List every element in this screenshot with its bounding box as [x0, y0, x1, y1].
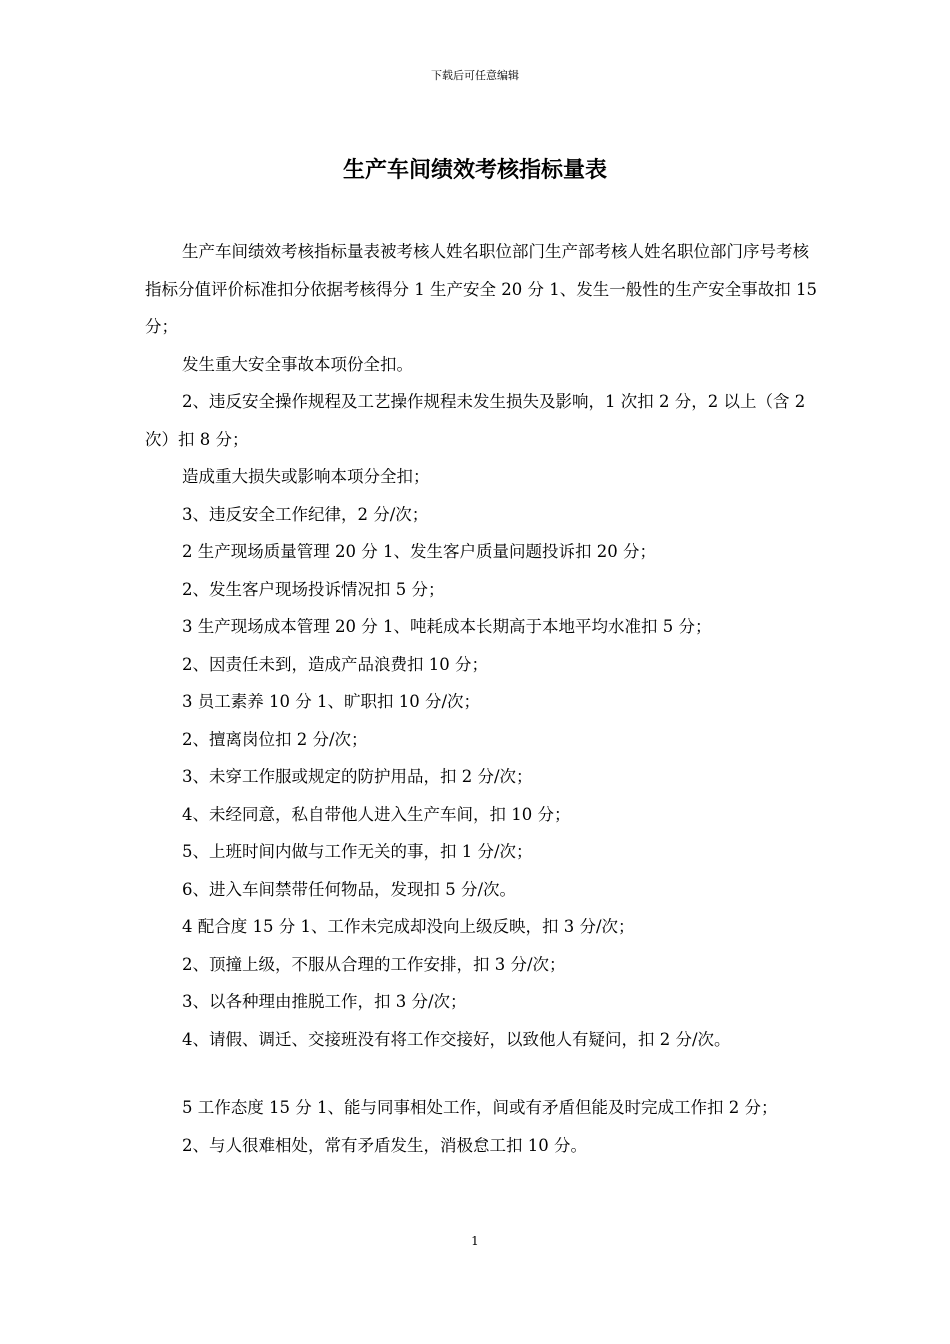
paragraph: 4 配合度 15 分 1、工作未完成却没向上级反映，扣 3 分/次； [182, 917, 635, 936]
paragraph: 6、进入车间禁带任何物品，发现扣 5 分/次。 [182, 879, 517, 899]
paragraph: 发生重大安全事故本项份全扣。 [182, 354, 413, 374]
page-number: 1 [471, 1234, 479, 1248]
paragraph: 3、以各种理由推脱工作，扣 3 分/次； [182, 992, 467, 1011]
paragraph: 3 员工素养 10 分 1、旷职扣 10 分/次； [182, 692, 481, 711]
paragraph: 2、擅离岗位扣 2 分/次； [182, 729, 368, 749]
paragraph: 2、因责任未到，造成产品浪费扣 10 分； [182, 654, 488, 674]
paragraph: 4、未经同意，私自带他人进入生产车间，扣 10 分； [182, 804, 571, 824]
paragraph: 3 生产现场成本管理 20 分 1、吨耗成本长期高于本地平均水准扣 5 分； [182, 617, 712, 636]
paragraph: 2 生产现场质量管理 20 分 1、发生客户质量问题投诉扣 20 分； [182, 542, 656, 561]
paragraph: 3、未穿工作服或规定的防护用品，扣 2 分/次； [182, 767, 533, 786]
paragraph: 2、违反安全操作规程及工艺操作规程未发生损失及影响，1 次扣 2 分，2 以上（含 2 次）扣 8 分； [145, 392, 806, 449]
paragraph: 生产车间绩效考核指标量表被考核人姓名职位部门生产部考核人姓名职位部门序号考核指标分值评价标准扣分依据考核得分 1 生产安全 20 分 1、发生一般性的生产安全事故扣 15 分； [145, 242, 817, 336]
paragraph: 5 工作态度 15 分 1、能与同事相处工作，间或有矛盾但能及时完成工作扣 2 分； [182, 1098, 778, 1117]
page-header: 下载后可任意编辑 [431, 69, 519, 82]
paragraph: 造成重大损失或影响本项分全扣； [182, 467, 430, 486]
paragraph: 4、请假、调迁、交接班没有将工作交接好，以致他人有疑问，扣 2 分/次。 [182, 1029, 731, 1049]
document-body [145, 233, 817, 1164]
paragraph: 2、顶撞上级，不服从合理的工作安排，扣 3 分/次； [182, 954, 566, 974]
paragraph: 2、与人很难相处，常有矛盾发生，消极怠工扣 10 分。 [182, 1135, 587, 1155]
paragraph: 5、上班时间内做与工作无关的事，扣 1 分/次； [182, 842, 533, 861]
paragraph: 2、发生客户现场投诉情况扣 5 分； [182, 579, 445, 599]
document-title: 生产车间绩效考核指标量表 [342, 158, 607, 183]
paragraph: 3、违反安全工作纪律，2 分/次； [182, 504, 429, 524]
